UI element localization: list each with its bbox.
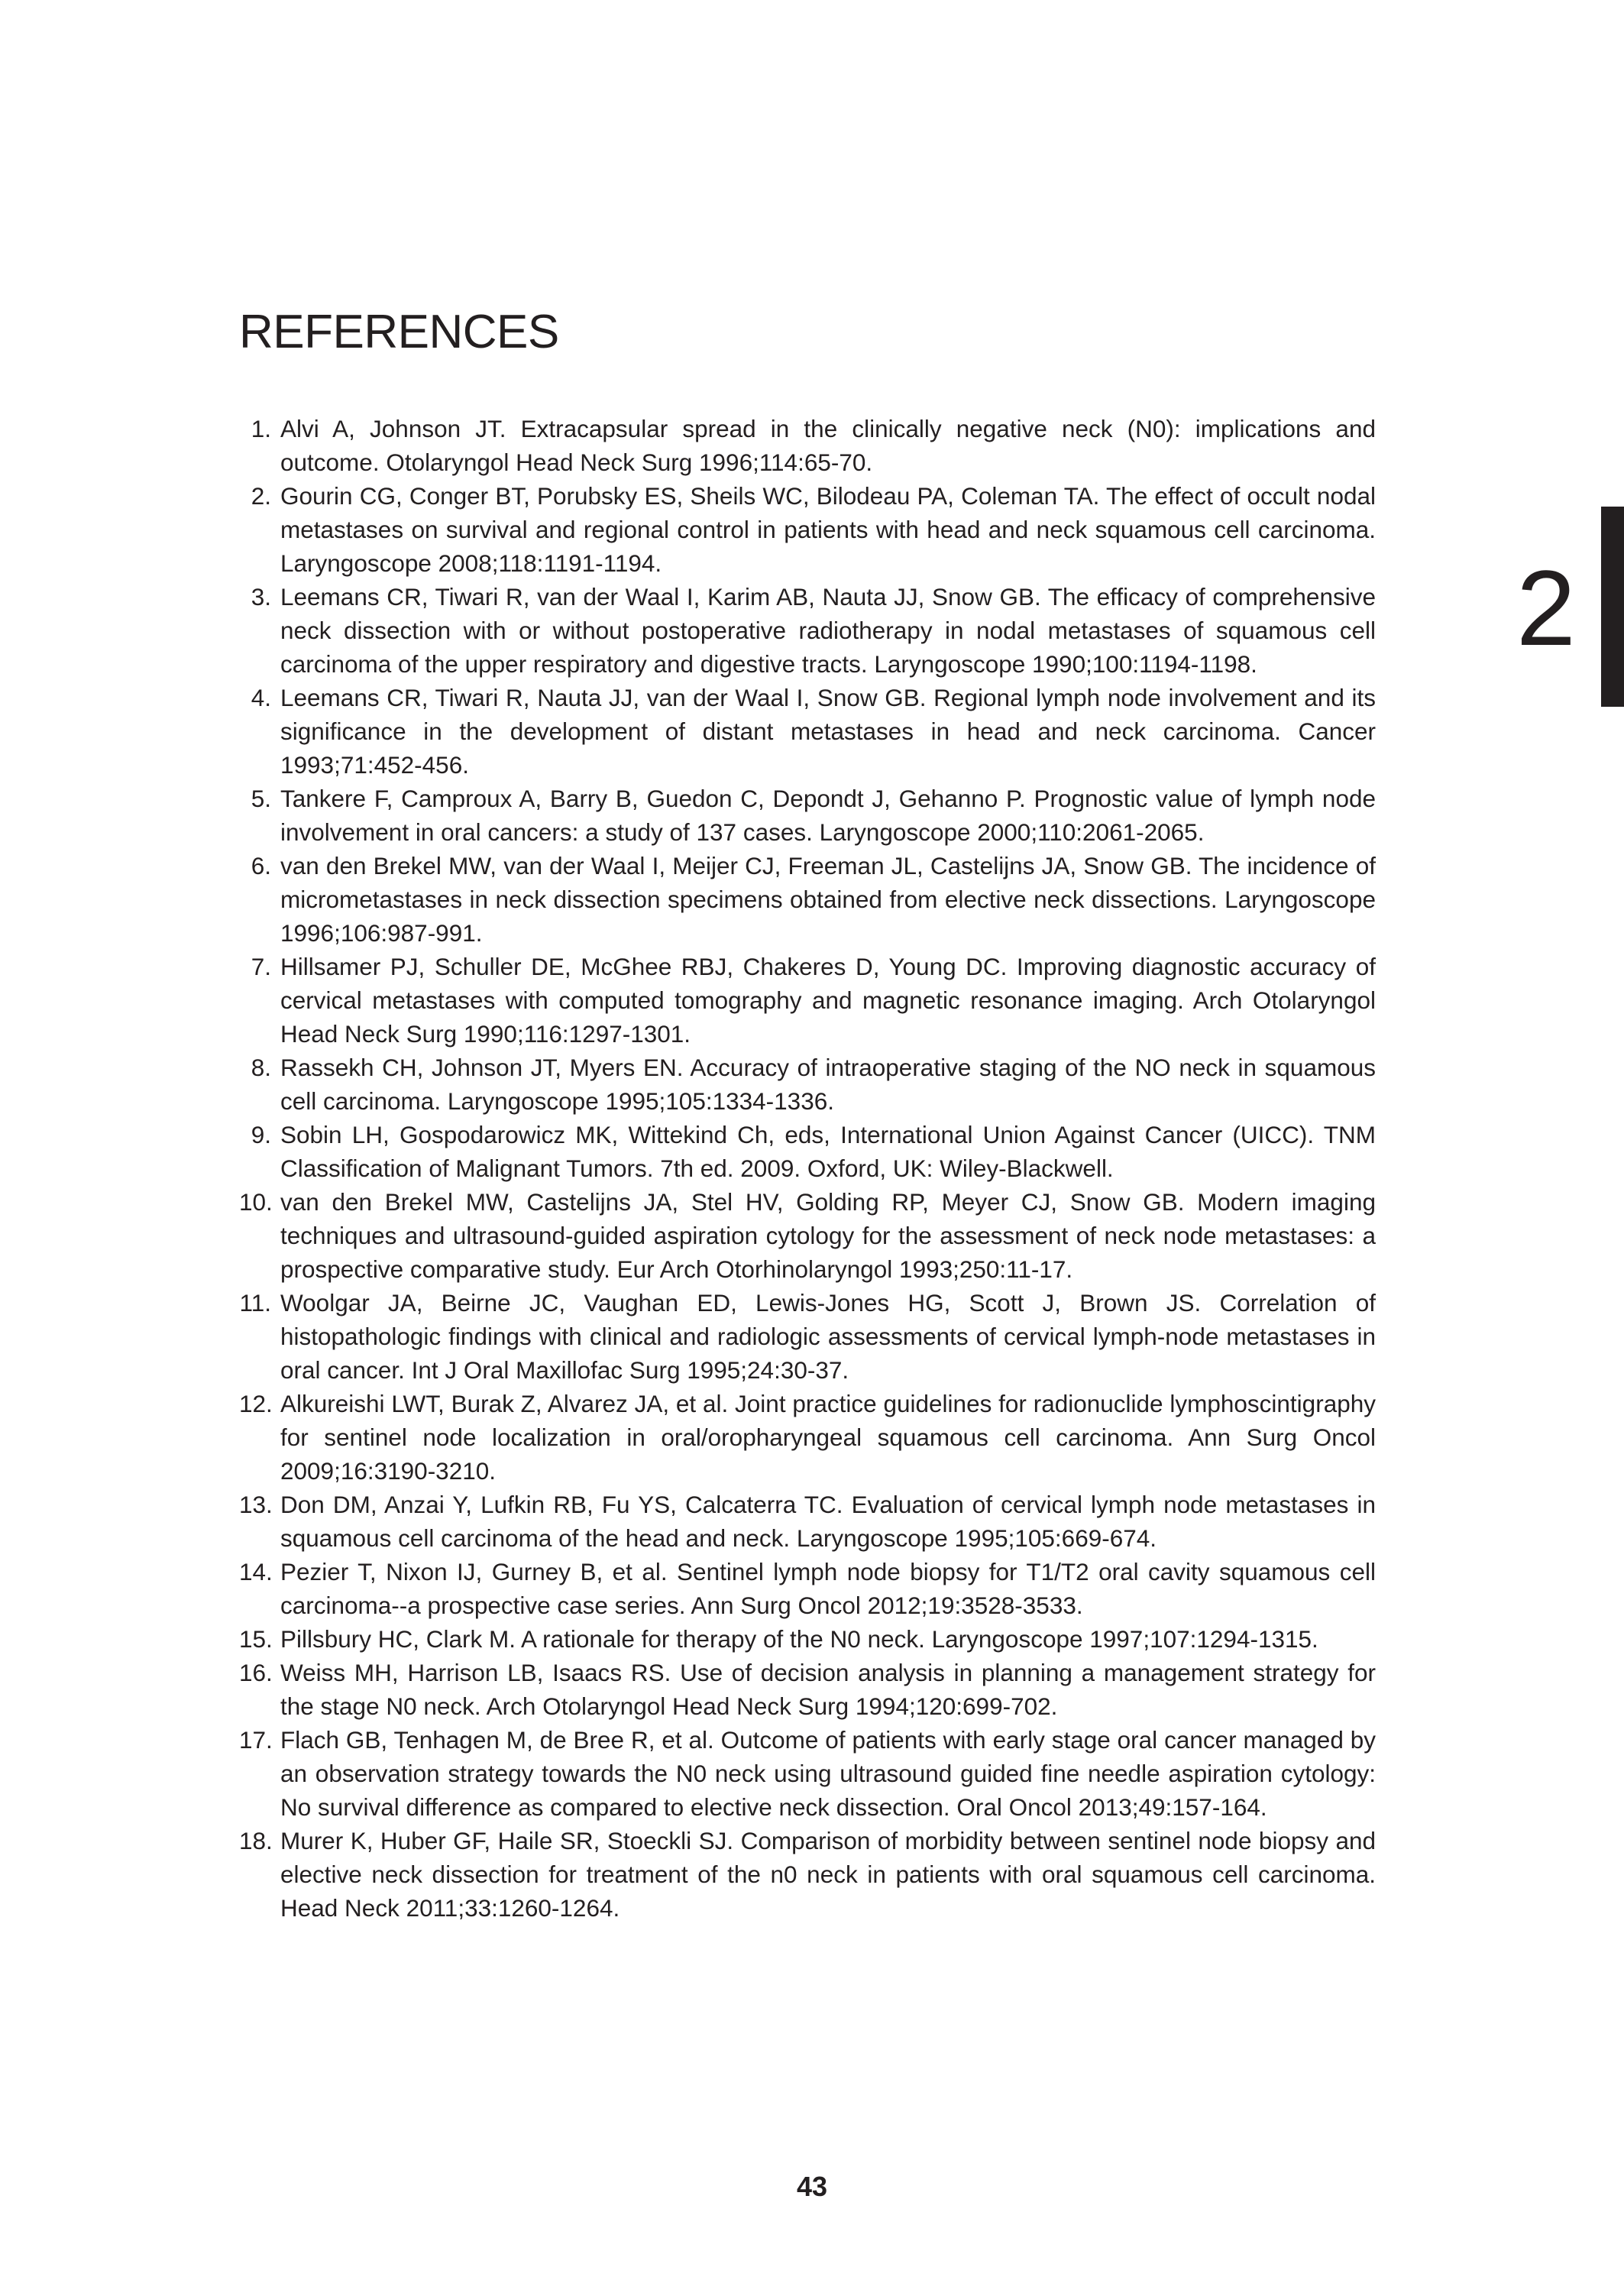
reference-item — [239, 1387, 1385, 1488]
reference-text: Alkureishi LWT, Burak Z, Alvarez JA, et al. Joint practice guidelines for radionuclide lymphoscintigraphy for sentinel node localization in oral/oropharyngeal squamous cell carcinoma. Ann Surg Oncol 2009;16:3190-3210. — [280, 1390, 1376, 1485]
reference-number: 9. — [251, 1121, 271, 1148]
reference-text: Tankere F, Camproux A, Barry B, Guedon C, Depondt J, Gehanno P. Prognostic value of lymph node involvement in oral cancers: a study of 137 cases. Laryngoscope 2000;110:2061-2065. — [280, 785, 1376, 846]
reference-item — [239, 1051, 1385, 1118]
reference-text: Flach GB, Tenhagen M, de Bree R, et al. Outcome of patients with early stage oral cancer managed by an observation strategy towards the N0 neck using ultrasound guided fine needle aspiration cytology: No survival difference as compared to elective neck dissection. Oral Oncol 2013;49:157-164. — [280, 1726, 1376, 1821]
reference-item — [239, 479, 1385, 580]
reference-number: 6. — [251, 852, 271, 879]
reference-item — [239, 412, 1385, 479]
chapter-number: 2 — [1516, 548, 1576, 668]
reference-text: Pezier T, Nixon IJ, Gurney B, et al. Sentinel lymph node biopsy for T1/T2 oral cavity squamous cell carcinoma--a prospective case series. Ann Surg Oncol 2012;19:3528-3533. — [280, 1558, 1376, 1619]
reference-number: 7. — [251, 953, 271, 980]
reference-number: 13. — [239, 1491, 273, 1518]
reference-text: Woolgar JA, Beirne JC, Vaughan ED, Lewis-Jones HG, Scott J, Brown JS. Correlation of histopathologic findings with clinical and radiologic assessments of cervical lymph-node metastases in oral cancer. Int J Oral Maxillofac Surg 1995;24:30-37. — [280, 1289, 1376, 1384]
reference-item — [239, 1286, 1385, 1387]
reference-number: 5. — [251, 785, 271, 812]
reference-item — [239, 950, 1385, 1051]
reference-number: 18. — [239, 1827, 273, 1854]
reference-item — [239, 1656, 1385, 1723]
reference-text: Alvi A, Johnson JT. Extracapsular spread in the clinically negative neck (N0): implications and outcome. Otolaryngol Head Neck Surg 1996;114:65-70. — [280, 415, 1376, 476]
reference-text: Hillsamer PJ, Schuller DE, McGhee RBJ, Chakeres D, Young DC. Improving diagnostic accuracy of cervical metastases with computed tomography and magnetic resonance imaging. Arch Otolaryngol Head Neck Surg 1990;116:1297-1301. — [280, 953, 1376, 1048]
reference-number: 1. — [251, 415, 271, 442]
reference-number: 8. — [251, 1054, 271, 1081]
reference-text: Pillsbury HC, Clark M. A rationale for therapy of the N0 neck. Laryngoscope 1997;107:1294-1315. — [280, 1625, 1318, 1653]
reference-number: 3. — [251, 583, 271, 610]
reference-item — [239, 1118, 1385, 1185]
reference-number: 11. — [239, 1289, 271, 1317]
reference-item — [239, 782, 1385, 849]
reference-item — [239, 1488, 1385, 1555]
reference-number: 12. — [239, 1390, 273, 1417]
reference-item — [239, 1824, 1385, 1925]
reference-text: Leemans CR, Tiwari R, Nauta JJ, van der Waal I, Snow GB. Regional lymph node involvement and its significance in the development of distant metastases in head and neck carcinoma. Cancer 1993;71:452-456. — [280, 684, 1376, 779]
reference-number: 10. — [239, 1188, 273, 1216]
reference-text: Gourin CG, Conger BT, Porubsky ES, Sheils WC, Bilodeau PA, Coleman TA. The effect of occult nodal metastases on survival and regional control in patients with head and neck squamous cell carcinoma. Laryngoscope 2008;118:1191-1194. — [280, 482, 1376, 577]
reference-text: Sobin LH, Gospodarowicz MK, Wittekind Ch, eds, International Union Against Cancer (UICC). TNM Classification of Malignant Tumors. 7th ed. 2009. Oxford, UK: Wiley-Blackwell. — [280, 1121, 1376, 1182]
reference-list — [239, 412, 1385, 1925]
reference-text: Don DM, Anzai Y, Lufkin RB, Fu YS, Calcaterra TC. Evaluation of cervical lymph node metastases in squamous cell carcinoma of the head and neck. Laryngoscope 1995;105:669-674. — [280, 1491, 1376, 1552]
reference-text: van den Brekel MW, Castelijns JA, Stel HV, Golding RP, Meyer CJ, Snow GB. Modern imaging techniques and ultrasound-guided aspiration cytology for the assessment of neck node metastases: a prospective comparative study. Eur Arch Otorhinolaryngol 1993;250:11-17. — [280, 1188, 1376, 1283]
reference-item — [239, 849, 1385, 950]
page-number: 43 — [796, 2171, 828, 2202]
reference-item — [239, 1555, 1385, 1622]
reference-text: Murer K, Huber GF, Haile SR, Stoeckli SJ. Comparison of morbidity between sentinel node biopsy and elective neck dissection for treatment of the n0 neck in patients with oral squamous cell carcinoma. Head Neck 2011;33:1260-1264. — [280, 1827, 1376, 1922]
reference-number: 17. — [239, 1726, 273, 1754]
chapter-tab-bar — [1601, 507, 1624, 707]
reference-text: Rassekh CH, Johnson JT, Myers EN. Accuracy of intraoperative staging of the NO neck in squamous cell carcinoma. Laryngoscope 1995;105:1334-1336. — [280, 1054, 1376, 1115]
reference-text: Weiss MH, Harrison LB, Isaacs RS. Use of decision analysis in planning a management strategy for the stage N0 neck. Arch Otolaryngol Head Neck Surg 1994;120:699-702. — [280, 1659, 1376, 1720]
reference-text: van den Brekel MW, van der Waal I, Meijer CJ, Freeman JL, Castelijns JA, Snow GB. The incidence of micrometastases in neck dissection specimens obtained from elective neck dissections. Laryngoscope 1996;106:987-991. — [280, 852, 1376, 947]
reference-item — [239, 580, 1385, 681]
reference-number: 16. — [239, 1659, 273, 1686]
reference-item — [239, 681, 1385, 782]
reference-text: Leemans CR, Tiwari R, van der Waal I, Karim AB, Nauta JJ, Snow GB. The efficacy of comprehensive neck dissection with or without postoperative radiotherapy in nodal metastases of squamous cell carcinoma of the upper respiratory and digestive tracts. Laryngoscope 1990;100:1194-1198. — [280, 583, 1376, 678]
reference-item — [239, 1185, 1385, 1286]
reference-number: 2. — [251, 482, 271, 510]
reference-number: 15. — [239, 1625, 273, 1653]
reference-number: 14. — [239, 1558, 273, 1585]
reference-item — [239, 1723, 1385, 1824]
page-heading: REFERENCES — [239, 306, 559, 358]
reference-item — [239, 1622, 1385, 1656]
reference-number: 4. — [251, 684, 271, 711]
